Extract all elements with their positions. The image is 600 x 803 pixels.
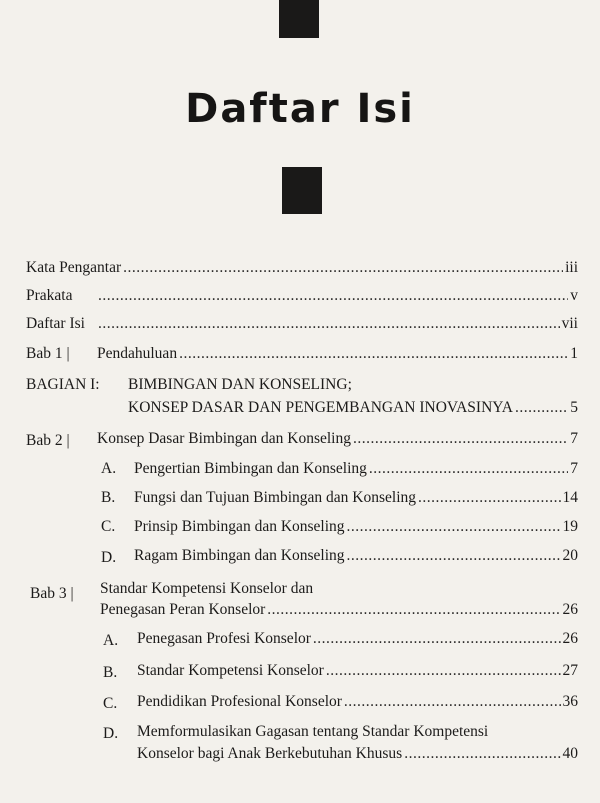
dot-leader: [313, 629, 561, 649]
part-prefix: BAGIAN I:: [26, 376, 100, 393]
toc-entry-bab-2-b[interactable]: [134, 488, 578, 508]
dot-leader: [515, 398, 568, 418]
toc-entry-label: Fungsi dan Tujuan Bimbingan dan Konseling: [134, 489, 417, 506]
chapter-prefix: Bab 3 |: [30, 585, 74, 602]
toc-entry-label: Kata Pengantar: [26, 259, 122, 276]
toc-entry-page: 1: [570, 345, 578, 362]
toc-entry-bab-3-a[interactable]: [137, 629, 578, 649]
section-letter: C.: [101, 518, 116, 535]
part-title-line-1: BIMBINGAN DAN KONSELING;: [128, 376, 352, 393]
toc-entry-label: Pengertian Bimbingan dan Konseling: [134, 460, 367, 477]
section-letter: D.: [103, 725, 119, 742]
toc-entry-page: 7: [570, 430, 578, 447]
toc-entry-bab-2-a[interactable]: [134, 459, 578, 479]
section-letter: C.: [103, 695, 118, 712]
toc-entry-label: Prinsip Bimbingan dan Konseling: [134, 518, 345, 535]
toc-entry-page: 27: [562, 662, 578, 679]
toc-entry-label: Konselor bagi Anak Berkebutuhan Khusus: [137, 745, 403, 762]
toc-entry-bab-3-c[interactable]: [137, 692, 578, 712]
toc-entry-kata-pengantar[interactable]: [26, 258, 578, 278]
toc-entry-label: Daftar Isi: [26, 315, 85, 332]
dot-leader: [123, 258, 563, 278]
section-letter: A.: [101, 460, 117, 477]
toc-entry-bab-2[interactable]: [97, 429, 578, 449]
toc-entry-label: KONSEP DASAR DAN PENGEMBANGAN INOVASINYA: [128, 399, 513, 416]
toc-entry-label: Ragam Bimbingan dan Konseling: [134, 547, 345, 564]
toc-entry-bab-3-d[interactable]: [137, 744, 578, 764]
dot-leader: [98, 314, 560, 334]
toc-entry-label: Pendahuluan: [97, 345, 178, 362]
section-letter: B.: [103, 664, 118, 681]
dot-leader: [98, 286, 568, 306]
toc-entry-bab-2-d[interactable]: [134, 546, 578, 566]
dot-leader: [404, 744, 560, 764]
section-letter: D.: [101, 549, 117, 566]
dot-leader: [347, 546, 561, 566]
toc-entry-page: 14: [562, 489, 578, 506]
toc-entry-page: 7: [570, 460, 578, 477]
toc-entry-page: iii: [565, 259, 578, 276]
chapter-prefix: Bab 1 |: [26, 345, 70, 362]
toc-entry-bab-1[interactable]: [97, 344, 578, 364]
toc-entry-page: vii: [561, 315, 578, 332]
toc-entry-page: 36: [562, 693, 578, 710]
toc-entry-bab-2-c[interactable]: [134, 517, 578, 537]
toc-entry-page: v: [570, 287, 578, 304]
toc-entry-label: Konsep Dasar Bimbingan dan Konseling: [97, 430, 351, 447]
toc-entry-daftar-isi[interactable]: [26, 314, 578, 334]
dot-leader: [369, 459, 568, 479]
toc-entry-page: 26: [562, 601, 578, 618]
toc-entry-label: Penegasan Peran Konselor: [100, 601, 266, 618]
toc-entry-page: 40: [562, 745, 578, 762]
toc-entry-label: Standar Kompetensi Konselor: [137, 662, 324, 679]
section-letter: B.: [101, 489, 116, 506]
section-title-line-1: Memformulasikan Gagasan tentang Standar Kompetensi: [137, 723, 489, 740]
toc-entry-label: Penegasan Profesi Konselor: [137, 630, 311, 647]
toc-entry-label: Pendidikan Profesional Konselor: [137, 693, 342, 710]
toc-entry-page: 5: [570, 399, 578, 416]
toc-entry-bab-3[interactable]: [100, 600, 578, 620]
page-title: Daftar Isi: [185, 86, 415, 132]
toc-entry-page: 19: [562, 518, 578, 535]
toc-entry-bagian-1[interactable]: [128, 398, 578, 418]
dot-leader: [326, 661, 561, 681]
dot-leader: [353, 429, 568, 449]
toc-entry-page: 26: [562, 630, 578, 647]
toc-entry-label: Prakata: [26, 287, 73, 304]
chapter-prefix: Bab 2 |: [26, 432, 70, 449]
dot-leader: [179, 344, 568, 364]
section-letter: A.: [103, 632, 119, 649]
dot-leader: [344, 692, 561, 712]
toc-entry-prakata[interactable]: [26, 286, 578, 306]
dot-leader: [267, 600, 560, 620]
toc-entry-bab-3-b[interactable]: [137, 661, 578, 681]
dot-leader: [347, 517, 561, 537]
toc-entry-page: 20: [562, 547, 578, 564]
dot-leader: [418, 488, 560, 508]
chapter-title-line-1: Standar Kompetensi Konselor dan: [100, 580, 314, 597]
